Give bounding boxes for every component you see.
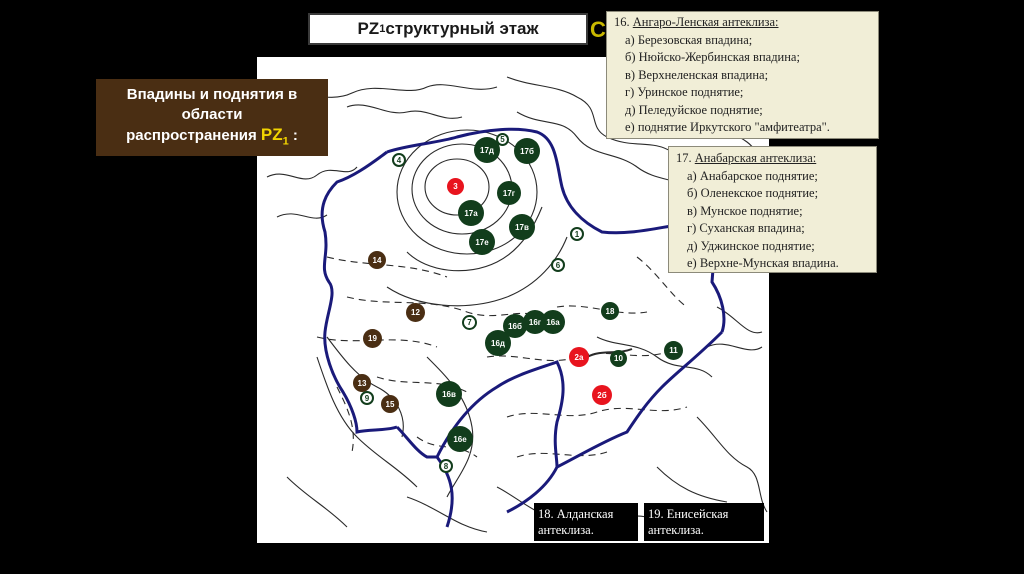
legend17-item: в) Мунское поднятие; — [687, 203, 803, 218]
legend17-heading — [669, 150, 876, 168]
legend16-heading — [607, 14, 878, 32]
legend16-item: д) Пеледуйское поднятие; — [625, 102, 763, 117]
caption-pz — [260, 125, 289, 148]
yenisei-line-2: антеклиза. — [648, 523, 704, 537]
caption-line-2: области — [181, 106, 243, 123]
map-marker-17а: 17а — [458, 200, 484, 226]
legend-aldan — [534, 503, 638, 541]
map-marker-17б: 17б — [514, 138, 540, 164]
map-marker-15: 15 — [381, 395, 399, 413]
legend16-title: Ангаро-Ленская антеклиза: — [632, 15, 779, 29]
legend17-title: Анабарская антеклиза: — [694, 151, 817, 165]
legend17-item: д) Уджинское поднятие; — [687, 238, 815, 253]
legend16-item: б) Нюйско-Жербинская впадина; — [625, 50, 800, 64]
map-marker-3: 3 — [447, 178, 464, 195]
legend16-item: е) поднятие Иркутского "амфитеатра". — [625, 120, 830, 134]
hidden-title-fragment: С — [590, 17, 606, 42]
map-marker-10: 10 — [610, 350, 627, 367]
map-marker-19: 19 — [363, 329, 382, 348]
legend17-item: е) Верхне-Мунская впадина. — [687, 256, 839, 270]
map-marker-17г: 17г — [497, 181, 521, 205]
map-marker-18: 18 — [601, 302, 619, 320]
map-marker-16е: 16е — [447, 426, 473, 452]
legend17-number: 17. — [676, 151, 695, 165]
title-rest: структурный этаж — [385, 19, 539, 38]
map-marker-8: 8 — [439, 459, 453, 473]
legend16-item: г) Уринское поднятие; — [625, 85, 744, 99]
legend16-item: а) Березовская впадина; — [625, 32, 753, 47]
legend17-item: г) Суханская впадина; — [687, 221, 805, 235]
aldan-line-1: 18. Алданская — [538, 507, 614, 521]
map-marker-14: 14 — [368, 251, 386, 269]
caption-colon: : — [288, 127, 298, 144]
legend16-item: в) Верхнеленская впадина; — [625, 67, 769, 82]
caption-line-3 — [96, 125, 328, 151]
legend17-item: б) Оленекское поднятие; — [687, 186, 819, 200]
yenisei-line-1: 19. Енисейская — [648, 507, 729, 521]
map-marker-17в: 17в — [509, 214, 535, 240]
map-marker-9: 9 — [360, 391, 374, 405]
map-marker-2а: 2а — [569, 347, 589, 367]
legend-yenisei — [644, 503, 764, 541]
map-marker-16в: 16в — [436, 381, 462, 407]
caption-pz-sub: 1 — [282, 135, 289, 148]
caption-pz-text: PZ — [260, 125, 283, 144]
title-pz-sub: 1 — [379, 23, 386, 35]
map-marker-17е: 17е — [469, 229, 495, 255]
slide-title — [308, 13, 588, 45]
caption-line-3-text: распространения — [126, 127, 261, 144]
map-marker-16б: 16б — [503, 314, 527, 338]
map-marker-13: 13 — [353, 374, 371, 392]
legend-angara-lena — [606, 11, 879, 139]
caption-line-1: Впадины и поднятия в — [126, 86, 298, 103]
map-marker-11: 11 — [664, 341, 683, 360]
map-marker-17д: 17д — [474, 137, 500, 163]
map-marker-5: 5 — [496, 133, 509, 146]
map-marker-2б: 2б — [592, 385, 612, 405]
title-pz: PZ — [357, 19, 380, 38]
aldan-line-2: антеклиза. — [538, 523, 594, 537]
legend16-number: 16. — [614, 15, 633, 29]
map-marker-16г: 16г — [523, 310, 547, 334]
map-marker-1: 1 — [570, 227, 584, 241]
legend17-item: а) Анабарское поднятие; — [687, 168, 818, 183]
map-marker-6: 6 — [551, 258, 565, 272]
map-marker-16а: 16а — [541, 310, 565, 334]
map-caption — [96, 79, 328, 156]
map-marker-16д: 16д — [485, 330, 511, 356]
map-marker-4: 4 — [392, 153, 406, 167]
legend-anabar — [668, 146, 877, 273]
map-marker-12: 12 — [406, 303, 425, 322]
map-marker-7: 7 — [462, 315, 477, 330]
